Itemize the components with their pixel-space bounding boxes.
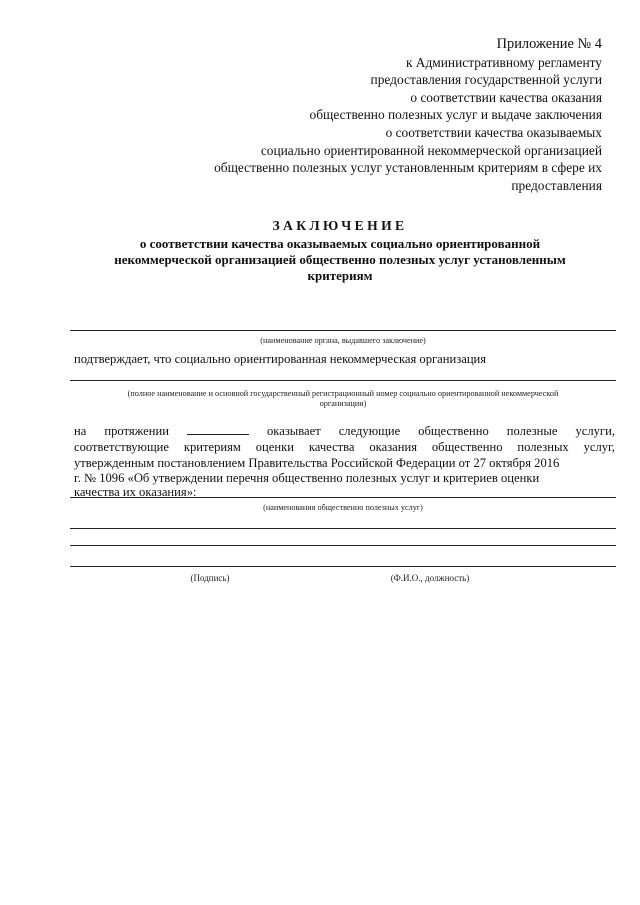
organization-caption-line: организации) <box>319 399 367 408</box>
appendix-line: предоставления <box>511 177 602 193</box>
document-subtitle-line: о соответствии качества оказываемых социально ориентированной <box>139 236 541 251</box>
period-blank-field[interactable] <box>187 423 249 435</box>
signature-caption: (Подпись) <box>190 573 230 583</box>
signature-field-line[interactable] <box>70 566 616 567</box>
paragraph-row-2 <box>74 439 615 455</box>
document-subtitle-line: некоммерческой организацией общественно полезных услуг установленным <box>114 252 566 267</box>
word: критериям <box>183 440 241 454</box>
paragraph-line-5: качества их оказания»: <box>74 485 197 499</box>
appendix-line: общественно полезных услуг и выдаче заключения <box>309 107 602 123</box>
paragraph-row-1 <box>74 423 615 439</box>
word: протяжении <box>104 424 169 438</box>
word: на <box>74 424 87 438</box>
issuing-body-caption: (наименование органа, выдавшего заключение) <box>260 336 426 345</box>
word: общественно <box>418 424 489 438</box>
appendix-line: о соответствии качества оказываемых <box>385 124 602 140</box>
services-field-line[interactable] <box>70 528 616 529</box>
name-position-caption: (Ф.И.О., должность) <box>390 573 470 583</box>
services-field-line[interactable] <box>70 545 616 546</box>
document-subtitle-line: критериям <box>307 268 373 283</box>
word: качества <box>308 440 355 454</box>
appendix-header <box>122 36 602 194</box>
word: полезных <box>517 440 569 454</box>
word: следующие <box>338 424 401 438</box>
appendix-number: Приложение № 4 <box>496 36 602 52</box>
organization-field-line[interactable] <box>70 380 616 381</box>
word: оказания <box>369 440 418 454</box>
word: оказывает <box>267 424 321 438</box>
organization-caption-line: (полное наименование и основной государственный регистрационный номер социально ориентированной некоммерческой <box>127 389 559 398</box>
appendix-line: общественно полезных услуг установленным критериям в сфере их <box>214 160 602 176</box>
confirms-text: подтверждает, что социально ориентированная некоммерческая организация <box>74 352 487 366</box>
word: соответствующие <box>74 440 169 454</box>
services-field-line[interactable] <box>70 497 616 498</box>
appendix-line: о соответствии качества оказания <box>410 89 602 105</box>
issuing-body-field-line[interactable] <box>70 330 616 331</box>
paragraph-line-3: утвержденным постановлением Правительства Российской Федерации от 27 октября 2016 <box>74 456 560 470</box>
appendix-line: социально ориентированной некоммерческой организацией <box>260 142 602 158</box>
document-title-block <box>60 218 620 284</box>
word: общественно <box>431 440 503 454</box>
word: полезные <box>506 424 558 438</box>
appendix-line: к Административному регламенту <box>405 54 602 70</box>
word: оценки <box>255 440 294 454</box>
organization-caption <box>70 389 616 409</box>
word: услуги, <box>575 424 615 438</box>
services-caption: (наименования общественно полезных услуг) <box>263 503 423 512</box>
word: услуг, <box>583 440 615 454</box>
paragraph-line-4: г. № 1096 «Об утверждении перечня общественно полезных услуг и критериев оценки <box>74 471 540 485</box>
appendix-line: предоставления государственной услуги <box>370 72 602 88</box>
document-title: ЗАКЛЮЧЕНИЕ <box>272 218 408 233</box>
